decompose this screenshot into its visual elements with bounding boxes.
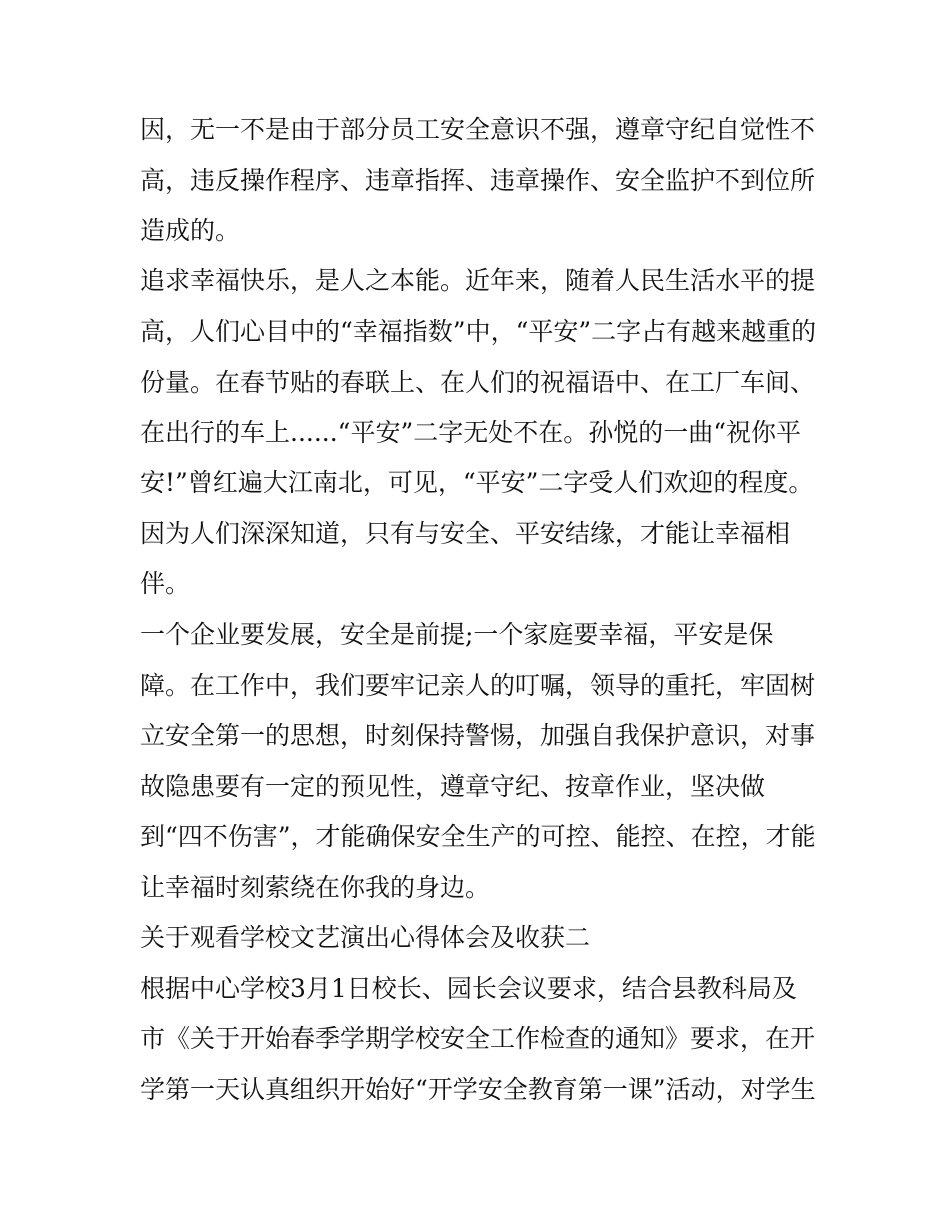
- text-line: 追求幸福快乐，是人之本能。近年来，随着人民生活水平的提: [140, 266, 816, 295]
- text-line: 因为人们深深知道，只有与安全、平安结缘，才能让幸福相: [140, 519, 791, 548]
- text-line: 安!”曾红遍大江南北，可见，“平安”二字受人们欢迎的程度。: [140, 468, 814, 497]
- text-line: 立安全第一的思想，时刻保持警惕，加强自我保护意识，对事: [140, 721, 816, 750]
- text-line: 让幸福时刻萦绕在你我的身边。: [140, 873, 491, 902]
- text-line: 造成的。: [140, 216, 241, 245]
- text-line: 市《关于开始春季学期学校安全工作检查的通知》要求，在开: [140, 1024, 816, 1053]
- text-line: 一个企业要发展，安全是前提;一个家庭要幸福，平安是保: [140, 620, 774, 649]
- text-line: 因，无一不是由于部分员工安全意识不强，遵章守纪自觉性不: [140, 115, 816, 144]
- text-line: 障。在工作中，我们要牢记亲人的叮嘱，领导的重托，牢固树: [140, 671, 816, 700]
- text-line: 到“四不伤害”，才能确保安全生产的可控、能控、在控，才能: [140, 822, 816, 851]
- text-line: 在出行的车上......“平安”二字无处不在。孙悦的一曲“祝你平: [140, 418, 802, 447]
- text-line: 高，违反操作程序、违章指挥、违章操作、安全监护不到位所: [140, 166, 816, 195]
- text-line: 学第一天认真组织开始好“开学安全教育第一课”活动，对学生: [140, 1075, 816, 1104]
- text-line: 故隐患要有一定的预见性，遵章守纪、按章作业，坚决做: [140, 772, 766, 801]
- text-line: 伴。: [140, 569, 191, 598]
- text-line: 份量。在春节贴的春联上、在人们的祝福语中、在工厂车间、: [140, 368, 816, 397]
- text-line: 高，人们心目中的“幸福指数”中，“平安”二字占有越来越重的: [140, 317, 817, 346]
- text-line: 根据中心学校3月1日校长、园长会议要求，结合县教科局及: [140, 974, 797, 1003]
- section-heading: 关于观看学校文艺演出心得体会及收获二: [140, 923, 591, 952]
